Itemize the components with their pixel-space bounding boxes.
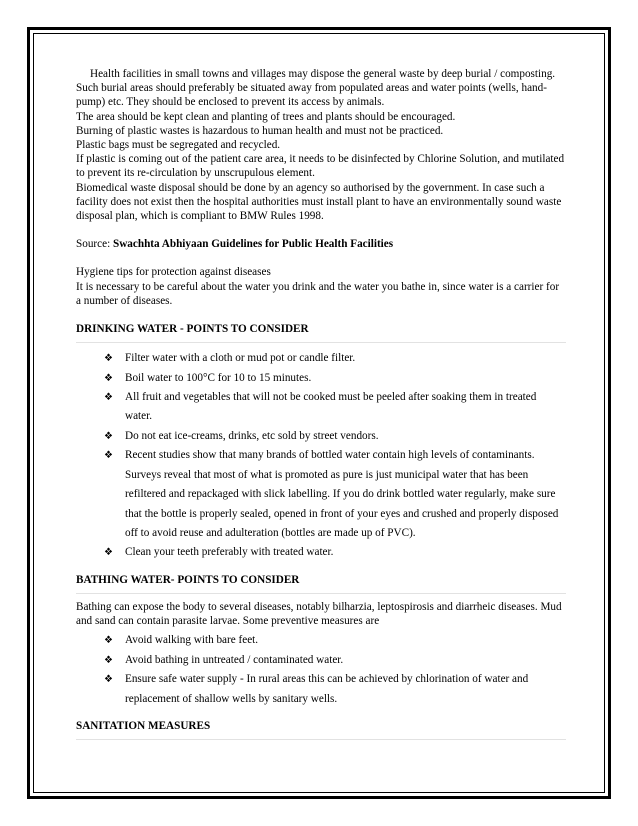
list-item: ❖ Ensure safe water supply - In rural areas this can be achieved by chlorination of water and replacement of shallow wells by sanitary wells. bbox=[104, 670, 566, 709]
drinking-water-list bbox=[76, 349, 566, 562]
waste-paragraph: Burning of plastic wastes is hazardous to human health and must not be practiced. bbox=[76, 124, 444, 137]
source-citation bbox=[76, 237, 566, 251]
waste-paragraph: Biomedical waste disposal should be done by an agency so authorised by the government. In case such a facility does not exist then the hospital authorities must install plant to have an environmentally sound waste disposal plan, which is compliant to BMW Rules 1998. bbox=[76, 181, 562, 223]
document-body bbox=[76, 67, 566, 740]
diamond-bullet-icon: ❖ bbox=[104, 392, 113, 404]
diamond-bullet-icon: ❖ bbox=[104, 450, 113, 462]
list-item: ❖ All fruit and vegetables that will not be cooked must be peeled after soaking them in treated water. bbox=[104, 388, 566, 427]
list-item: ❖ Filter water with a cloth or mud pot or candle filter. bbox=[104, 349, 566, 368]
diamond-bullet-icon: ❖ bbox=[104, 547, 113, 559]
list-item: ❖ Recent studies show that many brands of bottled water contain high levels of contaminants. Surveys reveal that most of what is promoted as pure is just municipal water that has been refiltered and repackaged with slick labelling. If you do drink bottled water regularly, make sure that the bottle is properly sealed, opened in front of your eyes and crushed and properly disposed off to avoid reuse and adulteration (bottles are made up of PVC). bbox=[104, 446, 566, 543]
list-item: ❖ Clean your teeth preferably with treated water. bbox=[104, 543, 566, 562]
source-title: Swachhta Abhiyaan Guidelines for Public Health Facilities bbox=[112, 238, 394, 251]
list-item: ❖ Avoid walking with bare feet. bbox=[104, 631, 566, 650]
diamond-bullet-icon: ❖ bbox=[104, 635, 113, 647]
diamond-bullet-icon: ❖ bbox=[104, 674, 113, 686]
diamond-bullet-icon: ❖ bbox=[104, 353, 113, 365]
bathing-water-heading: BATHING WATER- POINTS TO CONSIDER bbox=[76, 573, 566, 594]
list-item: ❖ Boil water to 100°C for 10 to 15 minutes. bbox=[104, 369, 566, 388]
source-label: Source: bbox=[76, 238, 113, 251]
waste-paragraph: Health facilities in small towns and villages may dispose the general waste by deep burial / composting. Such burial areas should preferably be situated away from populated areas and water points (wells, hand-pump) etc. They should be enclosed to prevent its access by animals. bbox=[76, 68, 556, 109]
waste-paragraph: The area should be kept clean and planting of trees and plants should be encouraged. bbox=[76, 110, 456, 123]
bathing-water-list bbox=[76, 631, 566, 709]
waste-paragraph: If plastic is coming out of the patient care area, it needs to be disinfected by Chlorine Solution, and mutilated to prevent its re-circulation by unscrupulous element. bbox=[76, 153, 565, 180]
bathing-intro: Bathing can expose the body to several diseases, notably bilharzia, leptospirosis and diarrheic diseases. Mud and sand can contain parasite larvae. Some preventive measures are bbox=[76, 600, 562, 628]
sanitation-heading: SANITATION MEASURES bbox=[76, 719, 566, 740]
diamond-bullet-icon: ❖ bbox=[104, 372, 113, 384]
diamond-bullet-icon: ❖ bbox=[104, 430, 113, 442]
list-item: ❖ Avoid bathing in untreated / contaminated water. bbox=[104, 651, 566, 670]
drinking-water-heading: DRINKING WATER - POINTS TO CONSIDER bbox=[76, 322, 566, 343]
waste-paragraph: Plastic bags must be segregated and recycled. bbox=[76, 139, 281, 152]
waste-disposal-section bbox=[76, 67, 566, 223]
list-item: ❖ Do not eat ice-creams, drinks, etc sold by street vendors. bbox=[104, 427, 566, 446]
hygiene-title: Hygiene tips for protection against diseases bbox=[76, 266, 271, 279]
hygiene-text: It is necessary to be careful about the water you drink and the water you bathe in, since water is a carrier for a number of diseases. bbox=[76, 280, 560, 307]
diamond-bullet-icon: ❖ bbox=[104, 654, 113, 666]
